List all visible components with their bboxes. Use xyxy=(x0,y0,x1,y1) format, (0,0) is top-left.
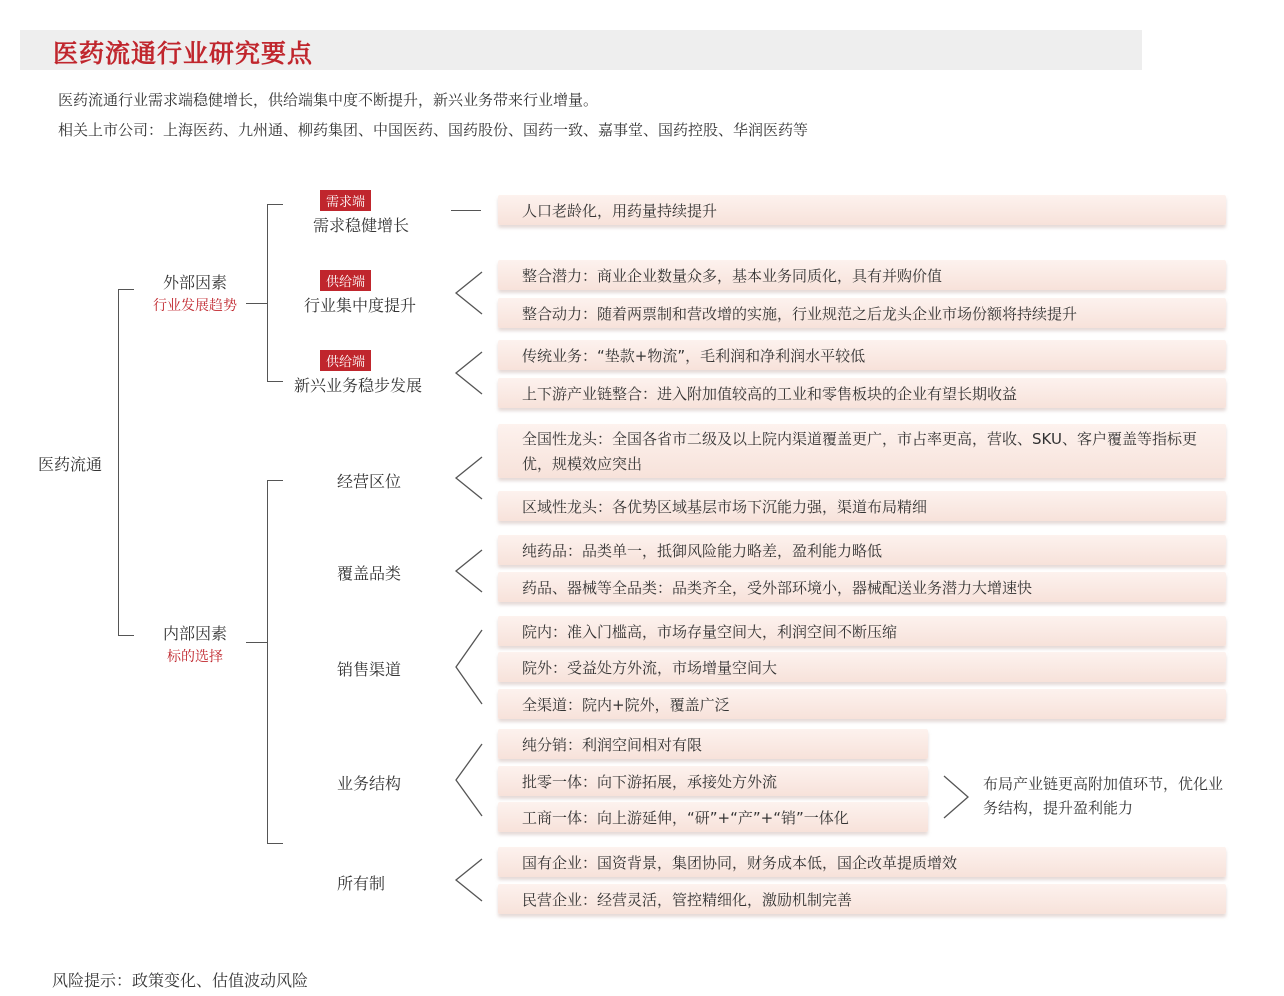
item-private: 民营企业：经营灵活，管控精细化，激励机制完善 xyxy=(498,884,1226,914)
internal-bracket xyxy=(267,480,268,844)
item-regional-leader: 区域性龙头：各优势区域基层市场下沉能力强，渠道布局精细 xyxy=(498,491,1226,521)
group-sales-channel: 销售渠道 xyxy=(337,660,402,679)
item-aging: 人口老龄化，用药量持续提升 xyxy=(498,195,1226,225)
group-demand-growth: 需求稳健增长 xyxy=(313,216,410,235)
item-wholesale-retail: 批零一体：向下游拓展，承接处方外流 xyxy=(498,766,928,796)
root-node: 医药流通 xyxy=(38,455,103,474)
page-title: 医药流通行业研究要点 xyxy=(53,39,314,68)
internal-bracket-top xyxy=(267,480,283,481)
item-pure-drug: 纯药品：品类单一，抵御风险能力略差，盈利能力略低 xyxy=(498,535,1226,565)
tag-demand: 需求端 xyxy=(320,190,371,211)
group-ownership: 所有制 xyxy=(337,874,386,893)
item-national-leader: 全国性龙头：全国各省市二级及以上院内渠道覆盖更广，市占率更高，营收、SKU、客户覆盖等指标更优，规模效应突出 xyxy=(498,424,1226,478)
group-product-coverage: 覆盖品类 xyxy=(337,564,402,583)
tag-supply-2: 供给端 xyxy=(320,350,371,371)
chevron-left-icon xyxy=(452,857,486,903)
risk-warning: 风险提示：政策变化、估值波动风险 xyxy=(52,971,309,990)
item-pure-distribution: 纯分销：利润空间相对有限 xyxy=(498,729,928,759)
external-bracket xyxy=(267,204,268,382)
chevron-left-icon xyxy=(452,270,486,316)
companies-text: 相关上市公司：上海医药、九州通、柳药集团、中国医药、国药股份、国药一致、嘉事堂、国药控股、华润医药等 xyxy=(58,121,809,139)
internal-connector xyxy=(246,642,268,643)
root-bracket xyxy=(118,289,119,636)
root-bracket-bottom xyxy=(118,635,134,636)
item-out-hospital: 院外：受益处方外流，市场增量空间大 xyxy=(498,652,1226,682)
item-chain-integration: 上下游产业链整合：进入附加值较高的工业和零售板块的企业有望长期收益 xyxy=(498,378,1226,408)
item-integration-drive: 整合动力：随着两票制和营改增的实施，行业规范之后龙头企业市场份额将持续提升 xyxy=(498,298,1226,328)
chevron-left-icon xyxy=(452,548,486,594)
chevron-left-icon xyxy=(452,628,486,706)
item-integration-potential: 整合潜力：商业企业数量众多，基本业务同质化，具有并购价值 xyxy=(498,260,1226,290)
item-traditional-business: 传统业务：“垫款+物流”，毛利润和净利润水平较低 xyxy=(498,340,1226,370)
item-full-category: 药品、器械等全品类：品类齐全，受外部环境小，器械配送业务潜力大增速快 xyxy=(498,572,1226,602)
item-all-channel: 全渠道：院内+院外，覆盖广泛 xyxy=(498,689,1226,719)
demand-connector xyxy=(451,210,481,211)
group-business-structure: 业务结构 xyxy=(337,774,402,793)
chevron-left-icon xyxy=(452,742,486,818)
external-bracket-top xyxy=(267,204,283,205)
item-state-owned: 国有企业：国资背景，集团协同，财务成本低，国企改革提质增效 xyxy=(498,847,1226,877)
internal-factor-sublabel: 标的选择 xyxy=(167,649,223,665)
summary-text: 医药流通行业需求端稳健增长，供给端集中度不断提升，新兴业务带来行业增量。 xyxy=(58,91,599,109)
chevron-left-icon xyxy=(452,455,486,501)
internal-factor-label: 内部因素 xyxy=(162,624,227,643)
chevron-right-icon xyxy=(940,774,972,820)
item-in-hospital: 院内：准入门槛高，市场存量空间大，利润空间不断压缩 xyxy=(498,616,1226,646)
external-connector xyxy=(246,303,268,304)
external-factor-label: 外部因素 xyxy=(162,273,227,292)
chevron-left-icon xyxy=(452,350,486,396)
external-bracket-bottom xyxy=(267,381,283,382)
item-industry-commerce: 工商一体：向上游延伸，“研”+“产”+“销”一体化 xyxy=(498,802,928,832)
business-structure-note: 布局产业链更高附加值环节，优化业务结构，提升盈利能力 xyxy=(983,775,1224,817)
external-factor-sublabel: 行业发展趋势 xyxy=(153,298,237,314)
group-operating-region: 经营区位 xyxy=(337,472,402,491)
tag-supply-1: 供给端 xyxy=(320,270,371,291)
group-concentration: 行业集中度提升 xyxy=(304,296,417,315)
root-bracket-top xyxy=(118,289,134,290)
title-bar xyxy=(20,30,1142,70)
internal-bracket-bottom xyxy=(267,843,283,844)
group-emerging-business: 新兴业务稳步发展 xyxy=(294,376,423,395)
